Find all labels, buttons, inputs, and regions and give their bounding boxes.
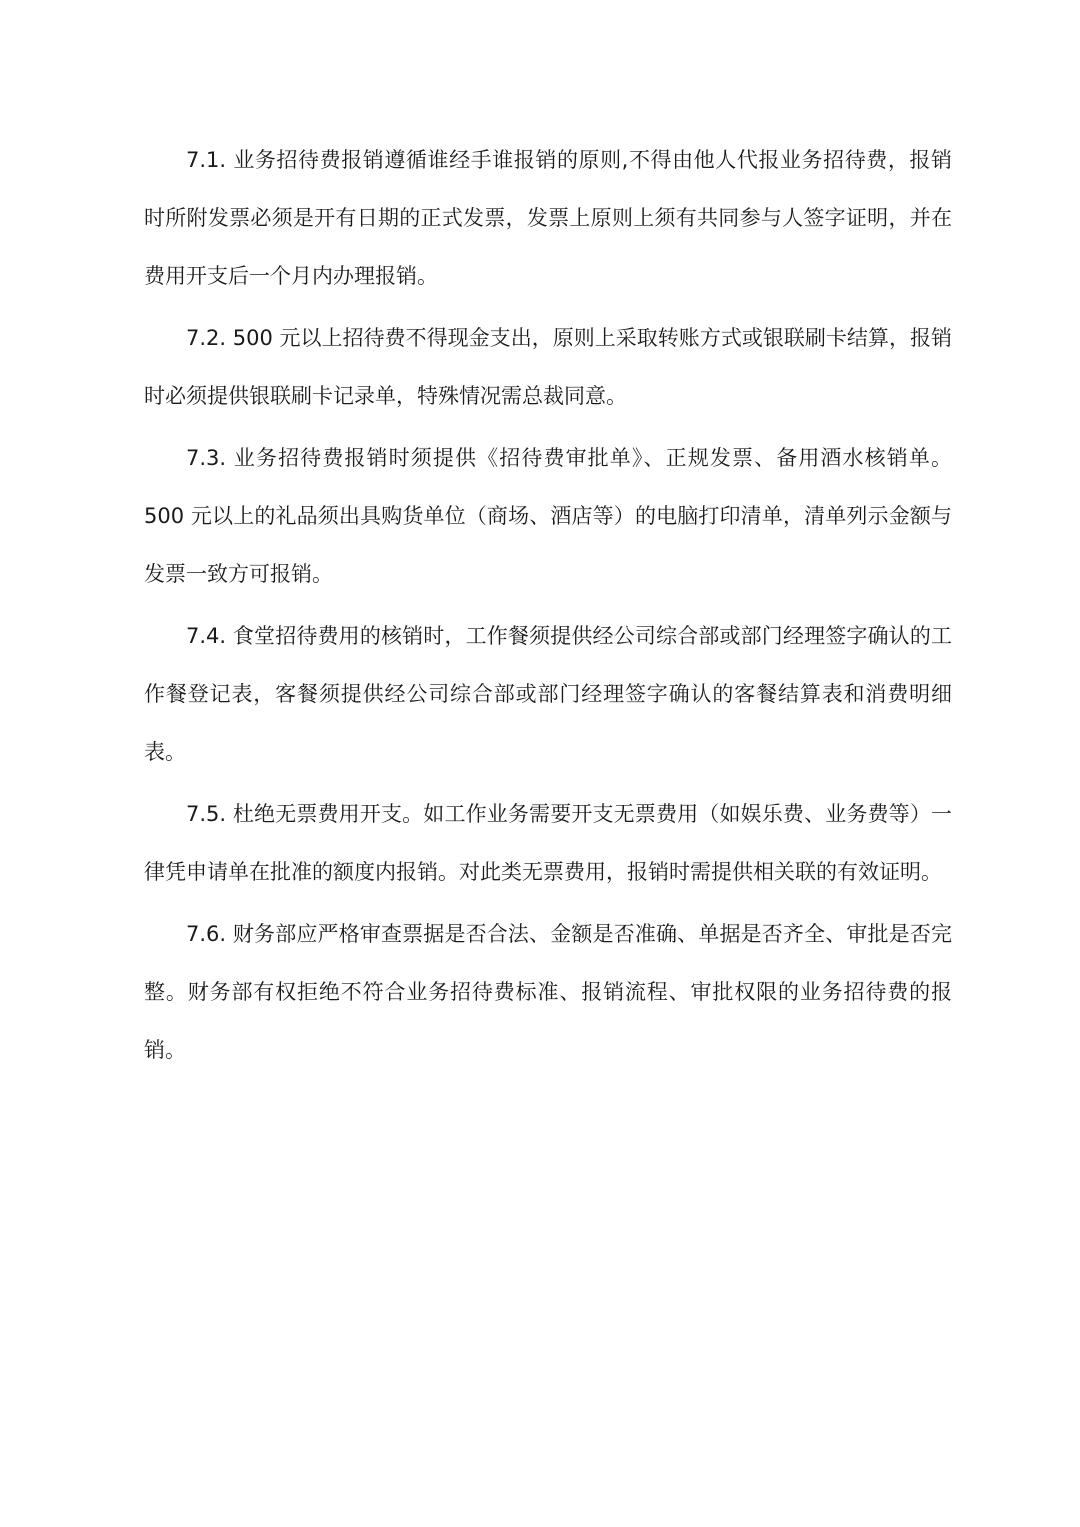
paragraph-7-6: 7.6. 财务部应严格审查票据是否合法、金额是否准确、单据是否齐全、审批是否完整。财务部有权拒绝不符合业务招待费标准、报销流程、审批权限的业务招待费的报销。 [144, 922, 952, 1062]
paragraph-7-2: 7.2. 500 元以上招待费不得现金支出，原则上采取转账方式或银联刷卡结算，报销时必须提供银联刷卡记录单，特殊情况需总裁同意。 [144, 326, 952, 408]
document-body [144, 131, 952, 1083]
paragraph-7-1: 7.1. 业务招待费报销遵循谁经手谁报销的原则,不得由他人代报业务招待费，报销时所附发票必须是开有日期的正式发票，发票上原则上须有共同参与人签字证明，并在费用开支后一个月内办理报销。 [144, 148, 952, 288]
paragraph-7-3: 7.3. 业务招待费报销时须提供《招待费审批单》、正规发票、备用酒水核销单。500 元以上的礼品须出具购货单位（商场、酒店等）的电脑打印清单，清单列示金额与发票一致方可报销。 [144, 446, 952, 586]
paragraph-7-4: 7.4. 食堂招待费用的核销时，工作餐须提供经公司综合部或部门经理签字确认的工作餐登记表，客餐须提供经公司综合部或部门经理签字确认的客餐结算表和消费明细表。 [144, 624, 952, 764]
paragraph-7-5: 7.5. 杜绝无票费用开支。如工作业务需要开支无票费用（如娱乐费、业务费等）一律凭申请单在批准的额度内报销。对此类无票费用，报销时需提供相关联的有效证明。 [144, 802, 952, 884]
